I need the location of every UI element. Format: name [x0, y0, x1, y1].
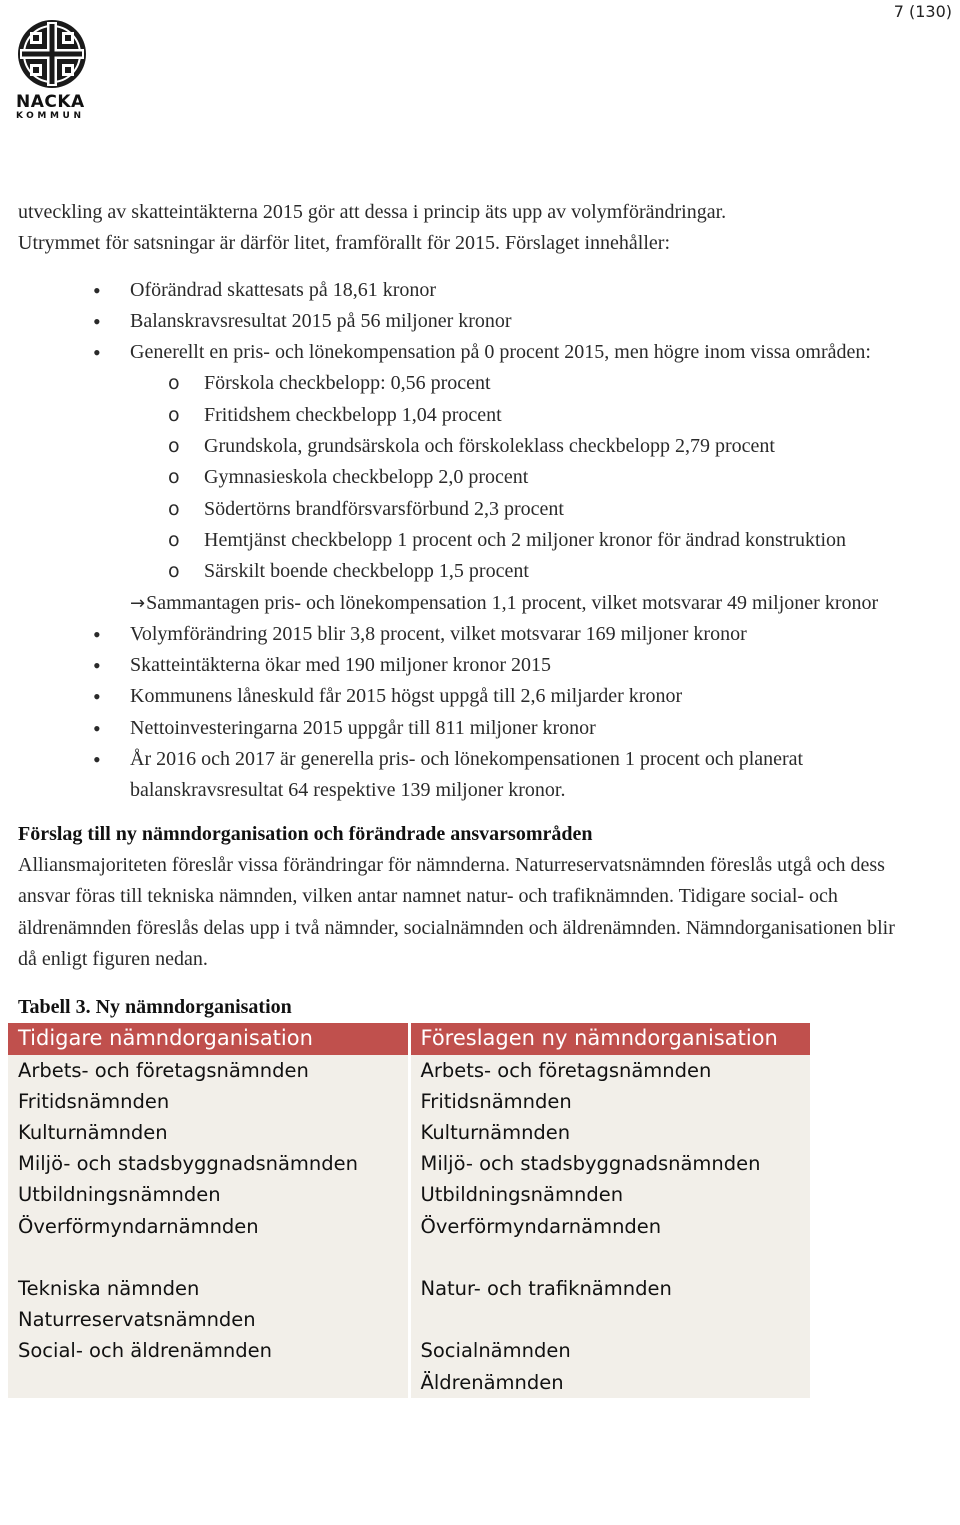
sub-list-item: o Gymnasieskola checkbelopp 2,0 procent [18, 462, 918, 493]
section-heading: Förslag till ny nämndorganisation och förändrade ansvarsområden [18, 822, 593, 845]
sub-list-item: o Förskola checkbelopp: 0,56 procent [18, 368, 918, 399]
table-header-row [8, 1023, 810, 1054]
list-item [18, 337, 918, 587]
logo-subtitle: KOMMUN [16, 111, 85, 121]
proposed-committees-cell [409, 1055, 810, 1398]
table-cell-line: Utbildningsnämnden [420, 1183, 624, 1207]
proposal-list [18, 275, 918, 588]
table-cell-line [421, 1304, 801, 1335]
table-cell-line: Fritidsnämnden [420, 1089, 572, 1113]
table-cell-line: Naturreservatsnämnden [18, 1308, 256, 1332]
list-item: • Kommunens låneskuld får 2015 högst uppgå till 2,6 miljarder kronor [18, 681, 918, 712]
summary-text: Sammantagen pris- och lönekompensation 1,1 procent, vilket motsvarar 49 miljoner kronor [146, 591, 879, 614]
nacka-emblem-icon [16, 18, 88, 90]
list-item: • Oförändrad skattesats på 18,61 kronor [18, 275, 918, 306]
table-cell-line: Arbets- och företagsnämnden [420, 1058, 712, 1082]
sub-list-item: o Fritidshem checkbelopp 1,04 procent [18, 400, 918, 431]
proposal-list-continued [18, 619, 918, 807]
table-cell-line: Överförmyndarnämnden [18, 1214, 259, 1238]
list-item: • År 2016 och 2017 är generella pris- och lönekompensationen 1 procent och planerat balanskravsresultat 64 respektive 139 miljoner kronor. [18, 744, 918, 807]
intro-line: Utrymmet för satsningar är därför litet, framförallt för 2015. Förslaget innehåller: [18, 232, 671, 255]
table-cell-line: Äldrenämnden [420, 1370, 564, 1394]
sub-list [18, 368, 918, 587]
table-cell-line: Arbets- och företagsnämnden [18, 1058, 309, 1082]
table-caption: Tabell 3. Ny nämndorganisation [18, 996, 292, 1019]
sub-list-item: o Grundskola, grundsärskola och förskoleklass checkbelopp 2,79 procent [18, 431, 918, 462]
list-item: • Balanskravsresultat 2015 på 56 miljoner kronor [18, 306, 918, 337]
page-number: 7 (130) [893, 2, 952, 21]
table-cell-line: Miljö- och stadsbyggnadsnämnden [420, 1152, 761, 1176]
table-cell-line: Tekniska nämnden [18, 1277, 200, 1301]
table-cell-line: Socialnämnden [420, 1339, 571, 1363]
sub-list-item: o Södertörns brandförsvarsförbund 2,3 procent [18, 494, 918, 525]
list-item: • Skatteintäkterna ökar med 190 miljoner kronor 2015 [18, 650, 918, 681]
table-header-previous: Tidigare nämndorganisation [8, 1023, 409, 1054]
section-body: Alliansmajoriteten föreslår vissa förändringar för nämnderna. Naturreservatsnämnden föreslås utgå och dess ansvar föras till tekniska nämnden, vilken antar namnet natur- och trafiknämnden. Tidigare social- och äldrenämnden föreslås delas upp i två nämnder, socialnämnden och äldrenämnden. Nämndorganisationen blir då enligt figuren nedan. [18, 853, 895, 970]
document-body [18, 197, 918, 1398]
sub-list-item: o Hemtjänst checkbelopp 1 procent och 2 miljoner kronor för ändrad konstruktion [18, 525, 918, 556]
table-cell-line: Natur- och trafiknämnden [420, 1277, 672, 1301]
list-item: • Volymförändring 2015 blir 3,8 procent, vilket motsvarar 169 miljoner kronor [18, 619, 918, 650]
table-cell-line: Överförmyndarnämnden [420, 1214, 662, 1238]
table-cell-line [18, 1242, 398, 1273]
table-cell-line: Social- och äldrenämnden [18, 1339, 272, 1363]
summary-line [18, 588, 918, 619]
arrow-right-icon: → [130, 592, 146, 614]
table-cell-line: Kulturnämnden [420, 1121, 571, 1145]
sub-list-item: o Särskilt boende checkbelopp 1,5 procent [18, 556, 918, 587]
table-cell-line [18, 1367, 398, 1398]
table-cell-line: Miljö- och stadsbyggnadsnämnden [18, 1152, 359, 1176]
table-header-proposed: Föreslagen ny nämndorganisation [409, 1023, 810, 1054]
table-row [8, 1055, 810, 1398]
list-item: • Nettoinvesteringarna 2015 uppgår till 811 miljoner kronor [18, 713, 918, 744]
intro-line: utveckling av skatteintäkterna 2015 gör att dessa i princip äts upp av volymförändringar. [18, 201, 727, 223]
list-item-text: Generellt en pris- och lönekompensation på 0 procent 2015, men högre inom vissa områden: [130, 341, 871, 364]
table-cell-line [421, 1242, 801, 1273]
logo-name: NACKA [16, 92, 85, 112]
table-cell-line: Utbildningsnämnden [18, 1183, 221, 1207]
table-cell-line: Kulturnämnden [18, 1121, 168, 1145]
committee-table [8, 1023, 810, 1397]
previous-committees-cell [8, 1055, 409, 1398]
municipality-logo [16, 18, 90, 121]
table-cell-line: Fritidsnämnden [18, 1089, 170, 1113]
